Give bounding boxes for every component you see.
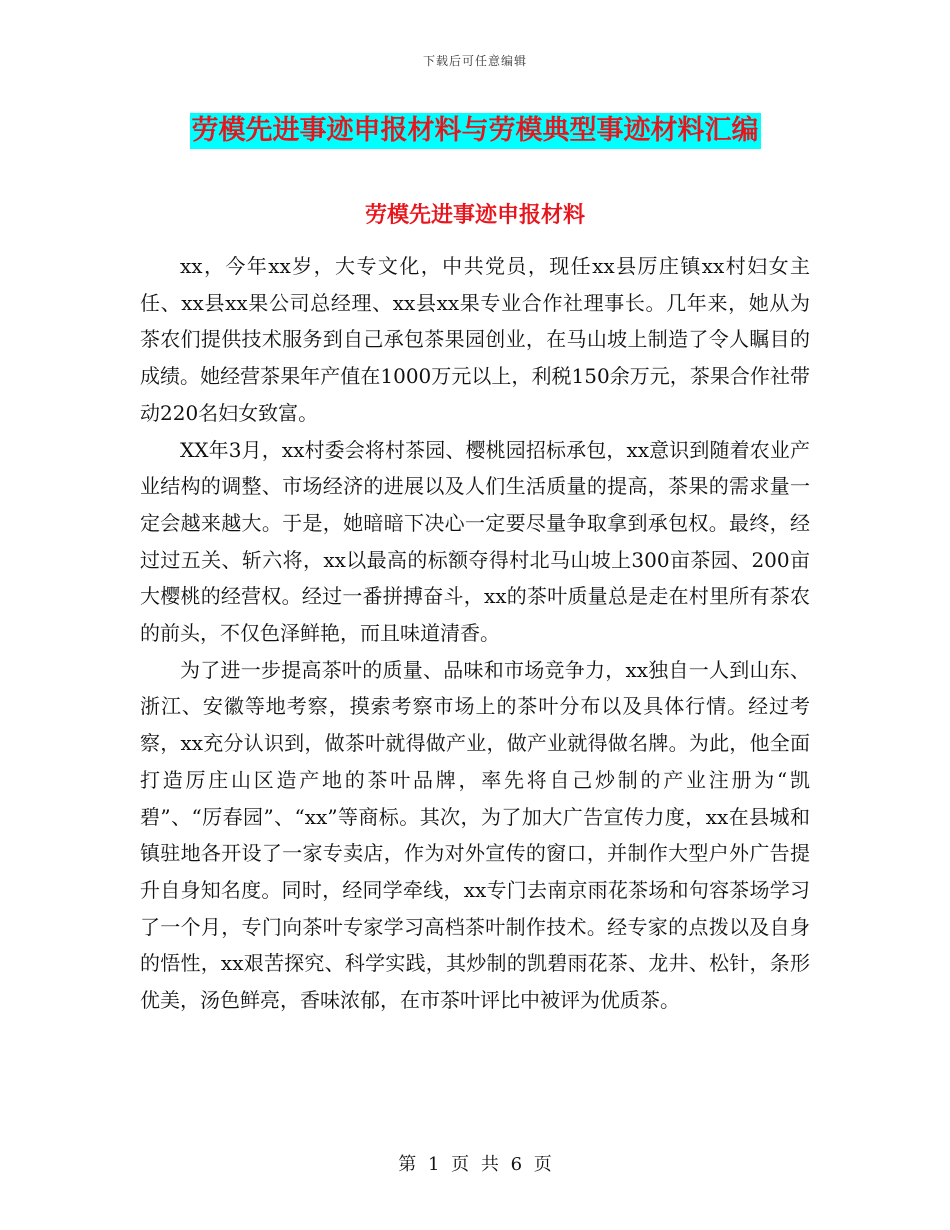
- document-title-container: [0, 113, 950, 149]
- section-title: 劳模先进事迹申报材料: [364, 202, 585, 228]
- paragraph-1: xx，今年xx岁，大专文化，中共党员，现任xx县厉庄镇xx村妇女主任、xx县xx果公司总经理、xx县xx果专业合作社理事长。几年来，她从为茶农们提供技术服务到自己承包茶果园创业，在马山坡上制造了令人瞩目的成绩。她经营茶果年产值在1000万元以上，利税150余万元，茶果合作社带动220名妇女致富。: [140, 254, 810, 425]
- document-body: [140, 248, 810, 1019]
- paragraph-3: 为了进一步提高茶叶的质量、品味和市场竞争力，xx独自一人到山东、浙江、安徽等地考察，摸索考察市场上的茶叶分布以及具体行情。经过考察，xx充分认识到，做茶叶就得做产业，做产业就得做名牌。为此，他全面打造厉庄山区造产地的茶叶品牌，率先将自己炒制的产业注册为“凯碧”、“厉春园”、“xx”等商标。其次，为了加大广告宣传力度，xx在县城和镇驻地各开设了一家专卖店，作为对外宣传的窗口，并制作大型户外广告提升自身知名度。同时，经同学牵线，xx专门去南京雨花茶场和句容茶场学习了一个月，专门向茶叶专家学习高档茶叶制作技术。经专家的点拨以及自身的悟性，xx艰苦探究、科学实践，其炒制的凯碧雨花茶、龙井、松针，条形优美，汤色鲜亮，香味浓郁，在市茶叶评比中被评为优质茶。: [140, 657, 810, 1013]
- document-title: 劳模先进事迹申报材料与劳模典型事迹材料汇编: [190, 113, 761, 149]
- page-number-footer: 第 1 页 共 6 页: [398, 1154, 552, 1175]
- paragraph-2: XX年3月，xx村委会将村茶园、樱桃园招标承包，xx意识到随着农业产业结构的调整、市场经济的进展以及人们生活质量的提高，茶果的需求量一定会越来越大。于是，她暗暗下决心一定要尽量争取拿到承包权。最终，经过过五关、斩六将，xx以最高的标额夺得村北马山坡上300亩茶园、200亩大樱桃的经营权。经过一番拼搏奋斗，xx的茶叶质量总是走在村里所有茶农的前头，不仅色泽鲜艳，而且味道清香。: [140, 437, 810, 646]
- page-header-note: 下载后可任意编辑: [422, 54, 527, 68]
